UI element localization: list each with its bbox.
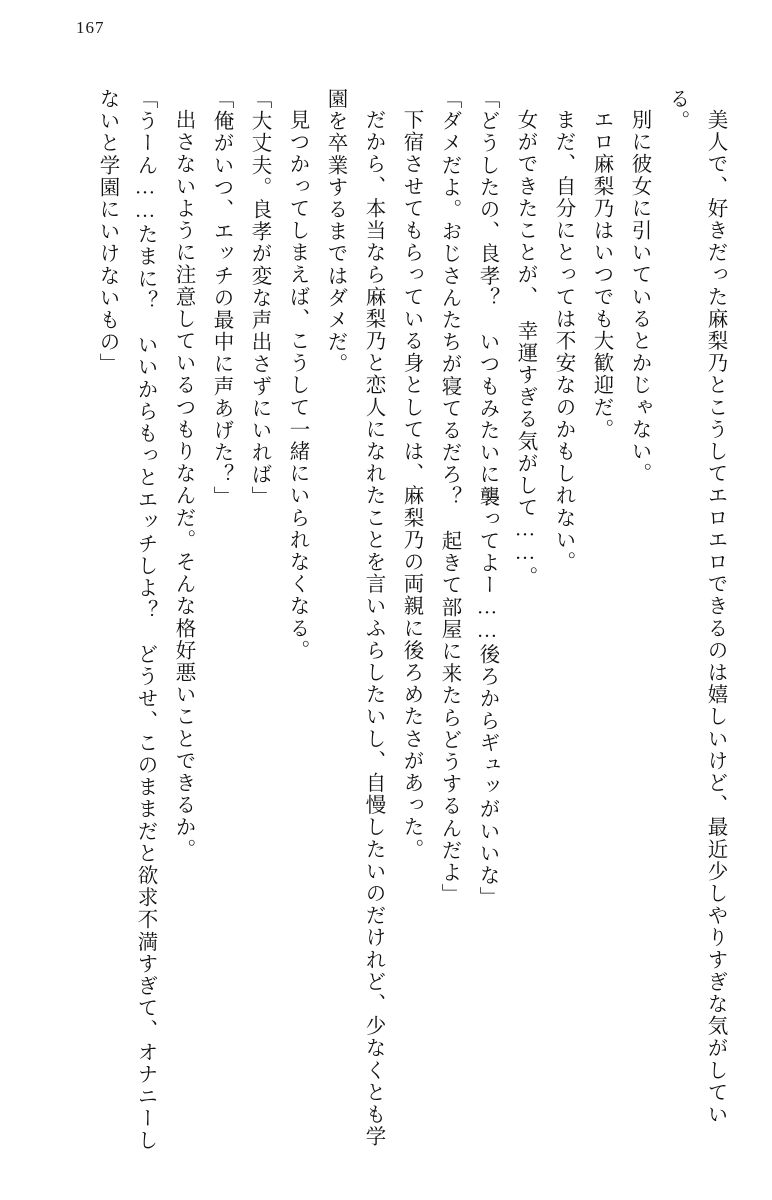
paragraph: だから、本当なら麻梨乃と恋人になれたことを言いふらしたいし、自慢したいのだけれど、少なくとも学園を卒業するまではダメだ。 <box>324 88 384 1148</box>
paragraph: 下宿させてもらっている身としては、麻梨乃の両親に後ろめたさがあった。 <box>400 108 422 860</box>
dialogue-line: 「どうしたの、良孝？ いつもみたいに襲ってよー……後ろからギュッがいいな」 <box>476 88 498 909</box>
paragraph: 見つかってしまえば、こうして一緒にいられなくなる。 <box>286 108 308 661</box>
paragraph: まだ、自分にとっては不安なのかもしれない。 <box>552 108 574 573</box>
dialogue-line: 「大丈夫。良孝が変な声出さずにいれば」 <box>248 88 270 508</box>
paragraph: 美人で、好きだった麻梨乃とこうしてエロエロできるのは嬉しいけど、最近少しやりすぎな気がしている。 <box>666 88 726 1126</box>
dialogue-line: 「俺がいつ、エッチの最中に声あげた？」 <box>210 88 232 508</box>
dialogue-line: 「うーん……たまに？ いいからもっとエッチしよ？ どうせ、このままだと欲求不満すぎて、オナニーしないと学園にいけないもの」 <box>96 88 156 1152</box>
paragraph: 別に彼女に引いているとかじゃない。 <box>628 108 650 485</box>
paragraph: 女ができたことが、 幸運すぎる気がして……。 <box>514 108 536 588</box>
page-number: 167 <box>76 18 105 37</box>
page-text-body <box>44 88 734 1168</box>
paragraph: 出さないように注意しているつもりなんだ。そんな格好悪いことできるか。 <box>172 108 194 860</box>
dialogue-line: 「ダメだよ。おじさんたちが寝てるだろ？ 起きて部屋に来たらどうするんだよ」 <box>438 88 460 906</box>
paragraph: エロ麻梨乃はいつでも大歓迎だ。 <box>590 108 612 440</box>
